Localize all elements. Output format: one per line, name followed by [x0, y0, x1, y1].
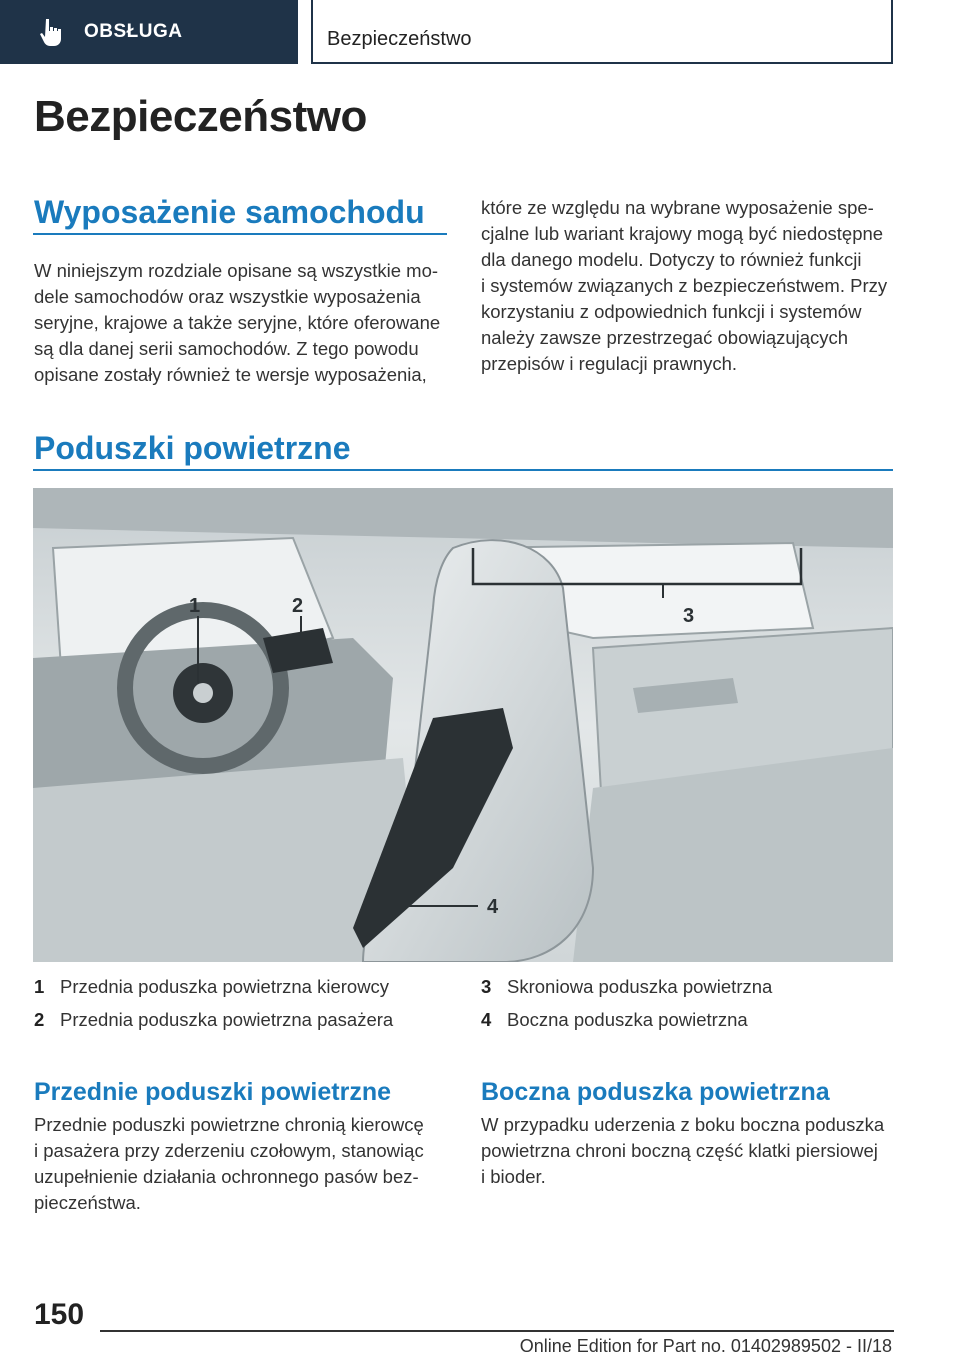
figure-label-1: 1 — [189, 595, 201, 617]
edition-note: Online Edition for Part no. 01402989502 - II/18 — [519, 1336, 892, 1356]
text-line: i systemów związanych z bezpieczeństwem. Przy — [481, 275, 888, 296]
page-number: 150 — [34, 1298, 85, 1331]
caption-item — [481, 976, 772, 998]
footer-divider — [100, 1330, 894, 1332]
text-line: powietrzna chroni boczną część klatki piersiowej — [481, 1140, 878, 1161]
breadcrumb-text: Bezpieczeństwo — [327, 28, 472, 50]
text-line: są dla danej serii samochodów. Z tego powodu — [34, 338, 419, 359]
text-line: pieczeństwa. — [34, 1192, 141, 1213]
front-airbags-text — [34, 1112, 448, 1216]
text-line: opisane zostały również te wersje wyposażenia, — [34, 364, 427, 385]
caption-text: Przednia poduszka powietrzna kierowcy — [60, 976, 390, 997]
text-line: korzystaniu z odpowiednich funkcji i systemów — [481, 301, 862, 322]
airbags-heading-rule — [33, 469, 893, 471]
equipment-text-col2 — [481, 195, 895, 377]
text-line: przepisów i regulacji prawnych. — [481, 353, 738, 374]
front-airbags-heading: Przednie poduszki powietrzne — [34, 1078, 391, 1106]
side-airbag-heading: Boczna poduszka powietrzna — [481, 1078, 830, 1106]
text-line: dele samochodów oraz wszystkie wyposażenia — [34, 286, 421, 307]
text-line: seryjne, krajowe a także seryjne, które oferowane — [34, 312, 441, 333]
text-line: uzupełnienie działania ochronnego pasów bez- — [34, 1166, 419, 1187]
caption-text: Przednia poduszka powietrzna pasażera — [60, 1009, 394, 1030]
text-line: Przednie poduszki powietrzne chronią kierowcę — [34, 1114, 424, 1135]
figure-label-4: 4 — [487, 896, 499, 918]
text-line: W niniejszym rozdziale opisane są wszystkie mo- — [34, 260, 439, 281]
equipment-heading-rule — [33, 233, 447, 235]
caption-item — [34, 1009, 393, 1031]
figure-label-3: 3 — [683, 605, 695, 627]
equipment-heading: Wyposażenie samochodu — [34, 194, 425, 230]
text-line: W przypadku uderzenia z boku boczna poduszka — [481, 1114, 885, 1135]
caption-number: 2 — [34, 1009, 45, 1030]
text-line: które ze względu na wybrane wyposażenie spe- — [481, 197, 874, 218]
text-line: należy zawsze przestrzegać obowiązujących — [481, 327, 849, 348]
hand-pointer-icon — [38, 17, 64, 47]
car-interior-drawing — [33, 488, 893, 962]
side-airbag-text — [481, 1112, 895, 1190]
text-line: i bioder. — [481, 1166, 546, 1187]
page-title: Bezpieczeństwo — [34, 92, 367, 141]
section-tab[interactable] — [0, 0, 298, 64]
figure-label-2: 2 — [292, 595, 304, 617]
airbags-heading: Poduszki powietrzne — [34, 430, 351, 466]
text-line: dla danego modelu. Dotyczy to również funkcji — [481, 249, 862, 270]
equipment-text-col1 — [34, 258, 448, 388]
section-label: OBSŁUGA — [84, 21, 183, 42]
caption-number: 3 — [481, 976, 492, 997]
text-line: cjalne lub wariant krajowy mogą być niedostępne — [481, 223, 884, 244]
breadcrumb — [311, 0, 893, 64]
caption-text: Boczna poduszka powietrzna — [507, 1009, 748, 1030]
text-line: i pasażera przy zderzeniu czołowym, stanowiąc — [34, 1140, 424, 1161]
caption-number: 4 — [481, 1009, 492, 1030]
caption-text: Skroniowa poduszka powietrzna — [507, 976, 773, 997]
caption-item — [481, 1009, 748, 1031]
caption-item — [34, 976, 389, 998]
caption-number: 1 — [34, 976, 45, 997]
airbag-illustration — [33, 488, 893, 962]
